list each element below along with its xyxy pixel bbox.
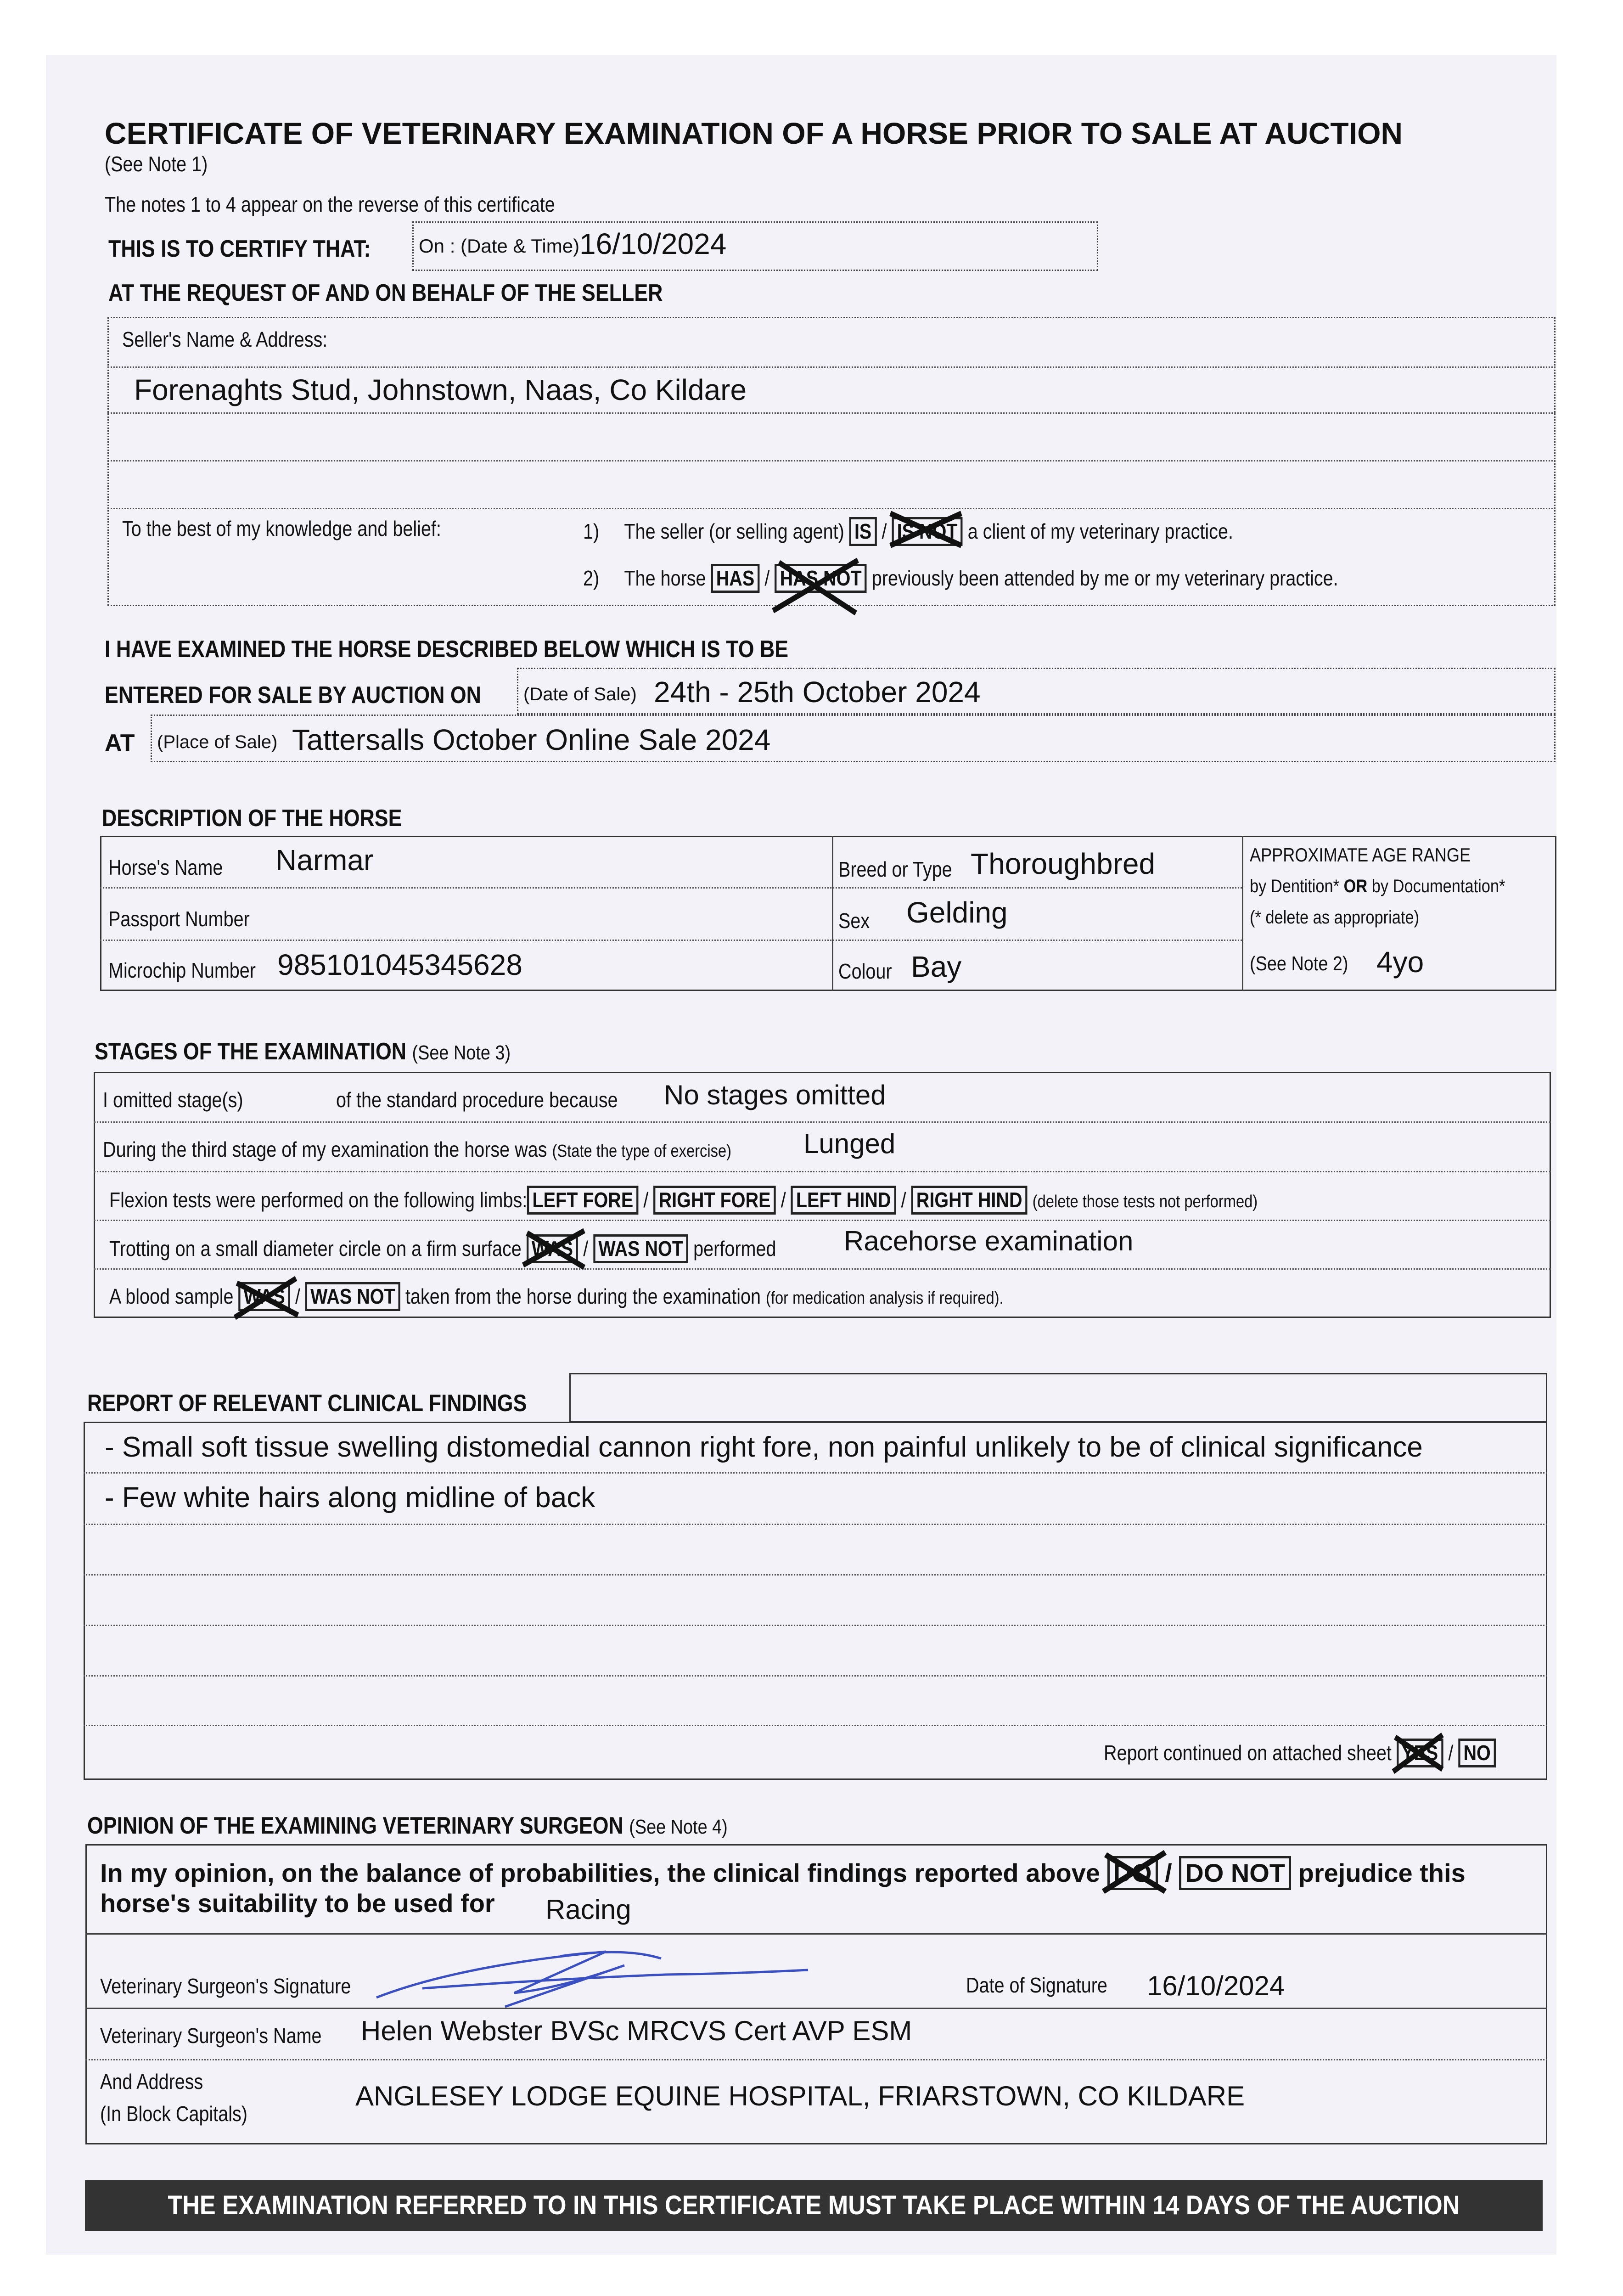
findings-header-box bbox=[569, 1373, 1547, 1423]
opinion-use-value: Racing bbox=[545, 1894, 631, 1925]
trotting-row: Trotting on a small diameter circle on a firm surface WAS / WAS NOT performed bbox=[109, 1234, 885, 1263]
opinion-do-not-option[interactable]: DO NOT bbox=[1179, 1856, 1291, 1890]
breed-value: Thoroughbred bbox=[971, 847, 1156, 880]
at-label: AT bbox=[105, 730, 135, 756]
vet-name-label: Veterinary Surgeon's Name bbox=[100, 2024, 322, 2048]
footer-banner: THE EXAMINATION REFERRED TO IN THIS CERTIFICATE MUST TAKE PLACE WITHIN 14 DAYS OF THE AUCTION bbox=[85, 2180, 1543, 2231]
date-of-sale-value: 24th - 25th October 2024 bbox=[654, 675, 981, 709]
passport-label: Passport Number bbox=[108, 907, 250, 931]
opinion-line-1: In my opinion, on the balance of probabilities, the clinical findings reported above DO / DO NOT prejudice this bbox=[100, 1856, 1466, 1890]
statement-2: 2) The horse HAS / HAS NOT previously been attended by me or my veterinary practice. bbox=[583, 564, 1461, 593]
findings-box bbox=[84, 1422, 1547, 1780]
findings-heading: REPORT OF RELEVANT CLINICAL FINDINGS bbox=[87, 1390, 527, 1417]
stages-heading: STAGES OF THE EXAMINATION (See Note 3) bbox=[95, 1038, 511, 1065]
blood-was-not-option[interactable]: WAS NOT bbox=[305, 1282, 400, 1311]
on-value: 16/10/2024 bbox=[579, 227, 727, 260]
omitted-label-b: of the standard procedure because bbox=[336, 1088, 618, 1112]
finding-1: - Small soft tissue swelling distomedial cannon right fore, non painful unlikely to be of clinical significance bbox=[105, 1431, 1423, 1463]
vet-name-value: Helen Webster BVSc MRCVS Cert AVP ESM bbox=[361, 2015, 912, 2046]
microchip-value: 985101045345628 bbox=[277, 948, 522, 981]
opinion-heading: OPINION OF THE EXAMINING VETERINARY SURGEON (See Note 4) bbox=[87, 1812, 728, 1839]
address-label-1: And Address bbox=[100, 2070, 203, 2093]
seller-box bbox=[107, 317, 1556, 606]
age-see-note-2: (See Note 2) bbox=[1250, 952, 1348, 975]
sex-value: Gelding bbox=[906, 896, 1008, 929]
omitted-label-a: I omitted stage(s) bbox=[103, 1088, 243, 1112]
entered-label: ENTERED FOR SALE BY AUCTION ON bbox=[105, 682, 481, 709]
continued-yes-option-crossed[interactable]: YES bbox=[1397, 1739, 1443, 1767]
date-of-signature-label: Date of Signature bbox=[966, 1973, 1107, 1997]
age-delete-note: (* delete as appropriate) bbox=[1250, 907, 1420, 928]
signature-label: Veterinary Surgeon's Signature bbox=[100, 1974, 351, 1998]
request-heading: AT THE REQUEST OF AND ON BEHALF OF THE SELLER bbox=[108, 280, 663, 306]
limb-right-fore[interactable]: RIGHT FORE bbox=[653, 1186, 775, 1215]
age-range-methods: by Dentition* OR by Documentation* bbox=[1250, 876, 1505, 896]
seller-value: Forenaghts Stud, Johnstown, Naas, Co Kildare bbox=[134, 373, 747, 406]
blood-sample-row: A blood sample WAS / WAS NOT taken from the horse during the examination (for medication analysis if required). bbox=[109, 1282, 1149, 1311]
third-stage-label: During the third stage of my examination the horse was (State the type of exercise) bbox=[103, 1137, 732, 1161]
age-value: 4yo bbox=[1376, 945, 1424, 979]
address-value: ANGLESEY LODGE EQUINE HOSPITAL, FRIARSTOWN, CO KILDARE bbox=[355, 2081, 1245, 2111]
date-of-signature-value: 16/10/2024 bbox=[1147, 1970, 1285, 2001]
colour-label: Colour bbox=[838, 959, 892, 983]
statement-1: 1) The seller (or selling agent) IS / IS NOT a client of my veterinary practice. bbox=[583, 517, 1339, 546]
has-not-option-crossed[interactable]: HAS NOT bbox=[775, 564, 866, 593]
opinion-do-option-crossed[interactable]: DO bbox=[1107, 1856, 1158, 1890]
date-of-sale-label: (Date of Sale) bbox=[523, 684, 637, 704]
sex-label: Sex bbox=[838, 909, 870, 933]
third-stage-value: Lunged bbox=[803, 1128, 896, 1159]
breed-label: Breed or Type bbox=[838, 857, 952, 881]
flexion-row: Flexion tests were performed on the following limbs: LEFT FORE / RIGHT FORE / LEFT HIND / RIGHT HIND (delete those tests not performed) bbox=[109, 1186, 1444, 1215]
is-option[interactable]: IS bbox=[849, 517, 877, 546]
blood-was-option-crossed[interactable]: WAS bbox=[239, 1282, 290, 1311]
microchip-label: Microchip Number bbox=[108, 958, 256, 982]
knowledge-label: To the best of my knowledge and belief: bbox=[122, 517, 441, 540]
opinion-line-2: horse's suitability to be used for bbox=[100, 1889, 495, 1918]
age-range-title: APPROXIMATE AGE RANGE bbox=[1250, 844, 1471, 866]
trot-was-option-crossed[interactable]: WAS bbox=[527, 1234, 578, 1263]
examined-heading: I HAVE EXAMINED THE HORSE DESCRIBED BELOW WHICH IS TO BE bbox=[105, 636, 789, 663]
limb-left-fore[interactable]: LEFT FORE bbox=[527, 1186, 638, 1215]
has-option[interactable]: HAS bbox=[711, 564, 760, 593]
horse-name-label: Horse's Name bbox=[108, 855, 223, 879]
limb-left-hind[interactable]: LEFT HIND bbox=[791, 1186, 896, 1215]
notes-line: The notes 1 to 4 appear on the reverse of this certificate bbox=[105, 192, 555, 216]
horse-name-value: Narmar bbox=[275, 844, 374, 877]
omitted-value: No stages omitted bbox=[664, 1080, 886, 1110]
place-of-sale-label: (Place of Sale) bbox=[157, 732, 278, 752]
address-label-2: (In Block Capitals) bbox=[100, 2102, 247, 2126]
trotting-value: Racehorse examination bbox=[844, 1226, 1134, 1256]
report-continued-row: Report continued on attached sheet YES / NO bbox=[1104, 1739, 1560, 1767]
continued-no-option[interactable]: NO bbox=[1458, 1739, 1496, 1767]
description-heading: DESCRIPTION OF THE HORSE bbox=[102, 805, 402, 832]
finding-2: - Few white hairs along midline of back bbox=[105, 1482, 595, 1514]
seller-label: Seller's Name & Address: bbox=[122, 327, 328, 351]
vet-signature-image bbox=[367, 1938, 826, 2016]
place-of-sale-value: Tattersalls October Online Sale 2024 bbox=[292, 723, 771, 756]
colour-value: Bay bbox=[911, 950, 962, 983]
is-not-option-crossed[interactable]: IS NOT bbox=[892, 517, 962, 546]
on-label: On : (Date & Time) bbox=[419, 235, 580, 257]
certificate-title: CERTIFICATE OF VETERINARY EXAMINATION OF A HORSE PRIOR TO SALE AT AUCTION bbox=[105, 116, 1403, 150]
see-note-1: (See Note 1) bbox=[105, 152, 208, 176]
certify-label: THIS IS TO CERTIFY THAT: bbox=[108, 236, 371, 262]
limb-right-hind[interactable]: RIGHT HIND bbox=[911, 1186, 1028, 1215]
trot-was-not-option[interactable]: WAS NOT bbox=[593, 1234, 688, 1263]
